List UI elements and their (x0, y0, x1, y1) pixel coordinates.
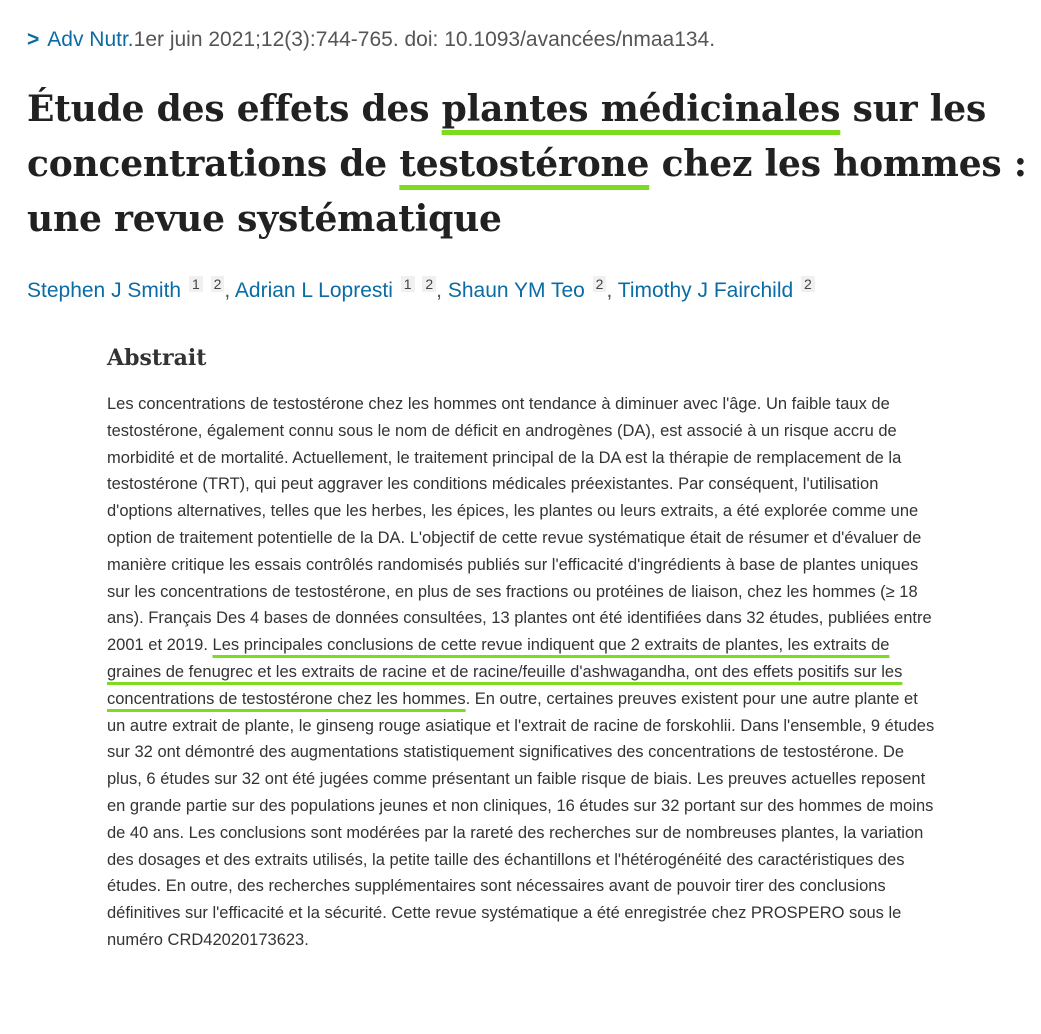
affiliation-ref[interactable]: 2 (422, 276, 436, 292)
citation-line (27, 28, 715, 52)
affiliation-ref[interactable]: 2 (211, 276, 225, 292)
title-text: Étude des effets des (27, 88, 442, 130)
journal-link[interactable]: Adv Nutr. (47, 28, 134, 51)
author-link[interactable]: Stephen J Smith (27, 279, 182, 302)
affiliation-ref[interactable]: 2 (593, 276, 607, 292)
author-list (27, 276, 815, 303)
title-text: chez les hommes : une revue systématique (27, 143, 1027, 240)
citation-details: 1er juin 2021;12(3):744-765. doi: 10.1093/avancées/nmaa134. (133, 28, 716, 51)
affiliation-ref[interactable]: 2 (801, 276, 815, 292)
author-link[interactable]: Adrian L Lopresti (234, 279, 393, 302)
author-link[interactable]: Timothy J Fairchild (617, 279, 794, 302)
article-title (27, 82, 1032, 247)
author-separator: , (436, 279, 448, 302)
author-separator: , (224, 279, 235, 302)
affiliation-ref[interactable]: 1 (189, 276, 203, 292)
chevron-right-icon[interactable]: > (27, 28, 40, 51)
title-text: sur les concentrations de (27, 88, 987, 185)
author-link[interactable]: Shaun YM Teo (447, 279, 585, 302)
abstract-heading: Abstrait (107, 345, 207, 371)
title-highlight: testostérone (399, 143, 650, 185)
abstract-text (107, 391, 939, 954)
abstract-text-part: . En outre, certaines preuves existent pour une autre plante et un autre extrait de plante, le ginseng rouge asiatique et l'extrait de racine de forskohlii. Dans l'ensemble, 9 études sur 32 ont démontré des augmentations statistiquement significatives des concentrations de testostérone. De plus, 6 études sur 32 ont été jugées comme présentant un faible risque de biais. Les preuves actuelles reposent en grande partie sur des populations jeunes et non cliniques, 16 études sur 32 portant sur des hommes de moins de 40 ans. Les conclusions sont modérées par la rareté des recherches sur de nombreuses plantes, la variation des dosages et des extraits utilisés, la petite taille des échantillons et l'hétérogénéité des caractéristiques des études. En outre, des recherches supplémentaires sont nécessaires avant de pouvoir tirer des conclusions définitives sur l'efficacité et la sécurité. Cette revue systématique a été enregistrée chez PROSPERO sous le numéro CRD42020173623. (107, 689, 935, 949)
author-separator: , (606, 279, 618, 302)
abstract-text-part: Les concentrations de testostérone chez les hommes ont tendance à diminuer avec l'âge. Un faible taux de testostérone, également connu sous le nom de déficit en androgènes (DA), est associé à un risque accru de morbidité et de mortalité. Actuellement, le traitement principal de la DA est la thérapie de remplacement de la testostérone (TRT), qui peut aggraver les conditions médicales préexistantes. Par conséquent, l'utilisation d'options alternatives, telles que les herbes, les épices, les plantes ou leurs extraits, a été explorée comme une option de traitement potentielle de la DA. L'objectif de cette revue systématique était de résumer et d'évaluer de manière critique les essais contrôlés randomisés publiés sur l'efficacité d'ingrédients à base de plantes uniques sur les concentrations de testostérone, en plus de ses fractions ou protéines de liaison, chez les hommes (≥ 18 ans). Français Des 4 bases de données consultées, 13 plantes ont été identifiées dans 32 études, publiées entre 2001 et 2019. (107, 395, 932, 655)
abstract-highlight: Les principales conclusions de cette revue indiquent que 2 extraits de plantes, les extraits de graines de fenugrec et les extraits de racine et de racine/feuille d'ashwagandha, ont des effets positifs sur les concentrations de testostérone chez les hommes (107, 636, 903, 708)
affiliation-ref[interactable]: 1 (401, 276, 415, 292)
title-highlight: plantes médicinales (441, 88, 841, 130)
